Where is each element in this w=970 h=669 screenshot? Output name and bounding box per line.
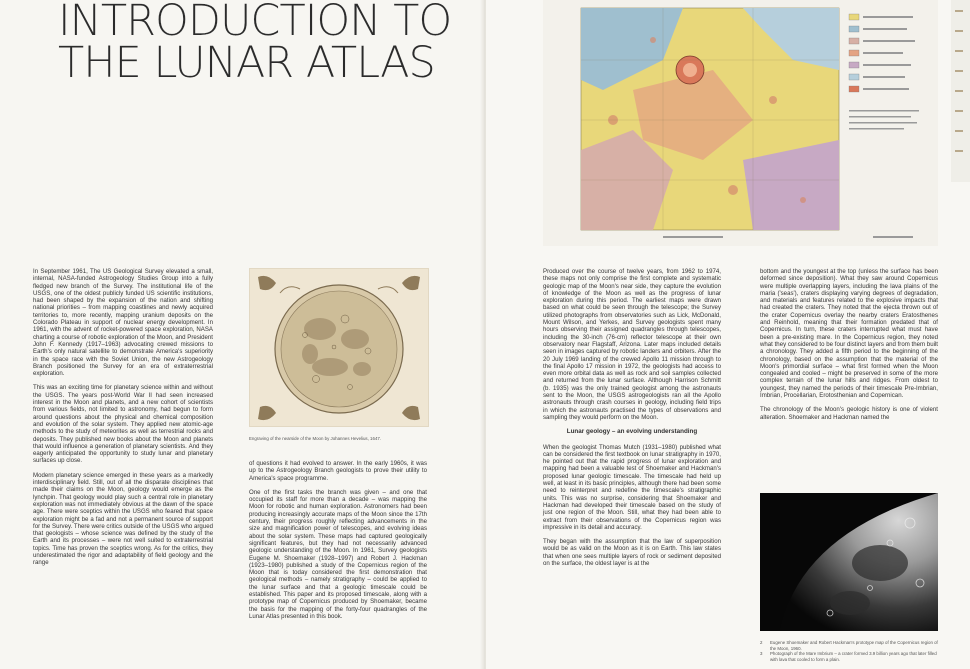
page-title (58, 0, 452, 88)
note-text: Eugene Shoemaker and Robert Hackman's prototype map of the Copernicus region of the Moon, 1960. (770, 640, 938, 651)
section-subheading: Lunar geology – an evolving understanding (566, 428, 698, 436)
figure-notes (760, 640, 938, 662)
moon-engraving-image (249, 268, 429, 427)
note-number: 2 (760, 640, 763, 645)
left-page (0, 0, 484, 669)
paragraph: Modern planetary science emerged in these years as a markedly interdisciplinary field. Still, out of all the disparate disciplines that made their claims on the Moon, geology would emerge as the lynchpin. That geology would play such a central role in planetary exploration was not immediately obvious at the dawn of the space age. There were sceptics within the USGS who feared that space exploration might be a fad and not a permanent source of support for the Survey. There were critics outside of the USGS who argued that geologists – whose science was defined by the study of the Earth and its processes – were not well suited to extraterrestrial topics. Time has proven the sceptics wrong. As for the critics, they underestimated the rigor and adaptability of field geology and the range (33, 471, 213, 567)
paragraph: The chronology of the Moon's geologic history is one of violent alteration. Shoemaker and Hackman named the (760, 406, 938, 421)
text-column-2 (249, 460, 427, 627)
paragraph: Produced over the course of twelve years, from 1962 to 1974, these maps not only comprise the first complete and systematic geologic map of the Moon's near side, they capture the evolution of knowledge of the Moon as well as the progress of lunar exploration during this period. The earliest maps were drawn based on what could be seen through the telescope; the Survey utilized photographs from observatories such as Lick, McDonald, Mount Wilson, and Yerkes, and Survey geologists spent many hours observing their assigned quadrangles through telescopes, including the 30-inch (76-cm) reflector telescope at their own observatory near Flagstaff, Arizona. Later maps included details seen in images captured by robotic landers and orbiters. After the 20 July 1969 landing of the crewed Apollo 11 mission through to the final Apollo 17 mission in 1972, the geologists had access to even more orbital data as well as rock and soil samples collected and returned from the lunar surface. Although Harrison Schmitt (b. 1935) was the only trained geologist among the astronauts sent to the Moon, the USGS astrogeologists ran all the Apollo astronauts through crash courses in geology, including field trips in which the astronauts practised the types of observations and sampling they would perform on the Moon. (543, 268, 721, 421)
engraving-caption: Engraving of the nearside of the Moon by Johannes Hevelius, 1647. (249, 436, 382, 441)
paragraph: of questions it had evolved to answer. In the early 1960s, it was up to the Astrogeology Branch geologists to prove their utility to America's space programme. (249, 460, 427, 482)
paragraph: In September 1961, The US Geological Survey elevated a small, internal, NASA-funded Astrogeology Studies Group into a fully fledged new branch of the Survey. The institutional life of the USGS, one of the oldest publicly funded US scientific institutions, had been shaped by the expansion of the nation and shifting national priorities – from mapping coastlines and newly acquired territories to, more recently, mapping uranium deposits on the Colorado Plateau in support of nuclear energy development. In 1961, with the advent of rocket-powered space exploration, NASA charting a course of robotic exploration of the Moon, and President John F. Kennedy (1917–1963) advocating crewed missions to Earth's only natural satellite to demonstrate America's superiority in the space race with the Soviet Union, the new Astrogeology Branch positioned the Survey for an era of extraterrestrial exploration. (33, 268, 213, 378)
text-column-1 (33, 268, 213, 574)
adjacent-map-strip (951, 0, 970, 182)
geologic-map-image (543, 0, 938, 246)
moon-photograph-image (760, 493, 938, 631)
paragraph: When the geologist Thomas Mutch (1931–1980) published what can be considered the first textbook on lunar stratigraphy in 1970, he pointed out that the rapid progress of lunar exploration and mapping had been a valuable test of Shoemaker and Hackman's proposed lunar geologic timescale. The timescale had held up well, at least in its basic principles, although there had been some need to reinterpret and redefine the timescale's stratigraphic units. This was no surprise, considering that Shoemaker and Hackman had developed their timescale based on the study of just one region of the Moon. Still, what they had been able to extract from their observations of the Copernicus region was impressive in its detail and accuracy. (543, 443, 721, 531)
text-column-3 (543, 268, 721, 574)
note-number: 3 (760, 651, 763, 657)
title-line-2: THE LUNAR ATLAS (58, 38, 435, 88)
figure-note (760, 651, 938, 662)
figure-note (760, 640, 938, 651)
paragraph: They began with the assumption that the law of superposition would be as valid on the Moon as it is on Earth. This law states that when one sees multiple layers of rock or sediment deposited on the surface, the oldest layer is at the (543, 538, 721, 567)
note-text: Photograph of the Mare Imbrium – a crater formed 3.9 billion years ago that later filled with lava that cooled to form a plain. (770, 651, 937, 662)
paragraph: One of the first tasks the branch was given – and one that occupied its staff for more than a decade – was mapping the Moon for robotic and human exploration. Astronomers had been producing increasingly accurate maps of the Moon since the 17th century, their progress roughly reflecting advancements in the size and magnification power of telescopes, and evolving ideas about the solar system. These maps had captured geologically significant features, but they had not necessarily advanced geologic understanding of the Moon. In 1961, Survey geologists Eugene M. Shoemaker (1928–1997) and Robert J. Hackman (1923–1980) published a study of the Copernicus region of the Moon that is today considered the first demonstration that geological methods – namely stratigraphy – could be applied to the lunar surface and that a geologic timescale could be established. This paper and its proposed timescale, along with a prototype map of Copernicus produced by Shoemaker, became the basis for the mapping of the forty-four quadrangles of the Lunar Atlas presented in this book. (249, 488, 427, 620)
paragraph: This was an exciting time for planetary science within and without the USGS. The years post-World War II had seen increased interest in the Moon and planets, and a new cohort of scientists from various fields, not limited to astronomy, had begun to form around questions about the physical and chemical composition and evolution of the solar system. They applied new atomic-age methods to the study of meteorites as well as terrestrial rocks and deposits. They published new books about the Moon and planets that would influence a generation of planetary scientists. And they eagerly anticipated the opportunity to study lunar and planetary surfaces up close. (33, 384, 213, 465)
title-line-1: INTRODUCTION TO (58, 0, 452, 46)
paragraph: bottom and the youngest at the top (unless the surface has been deformed since deposition). What they saw around Copernicus were multiple overlapping layers, including the lava plains of the maria ('seas'), craters displaying varying degrees of degradation, and materials and features related to the explosive impacts that had created the craters. They noted that the ejecta thrown out of the crater Copernicus overlay the nearby craters Eratosthenes and Reinhold, meaning that their formation predated that of Copernicus. In turn, these craters interrupted what must have been a pre-existing mare. In the Copernicus region, they noted what they considered to be four distinct layers and from them built a chronology. They added a fifth period to the beginning of the chronology, based on the assumption that the material of the Moon's primordial surface – what first formed when the Moon congealed and cooled – might be preserved in some of the more complex terrain of the lunar hills and ridges. From oldest to youngest, they named the periods of their timescale Pre-Imbrian, Imbrian, Procellarian, Erotosthenian and Copernican. (760, 268, 938, 400)
text-column-4 (760, 268, 938, 428)
